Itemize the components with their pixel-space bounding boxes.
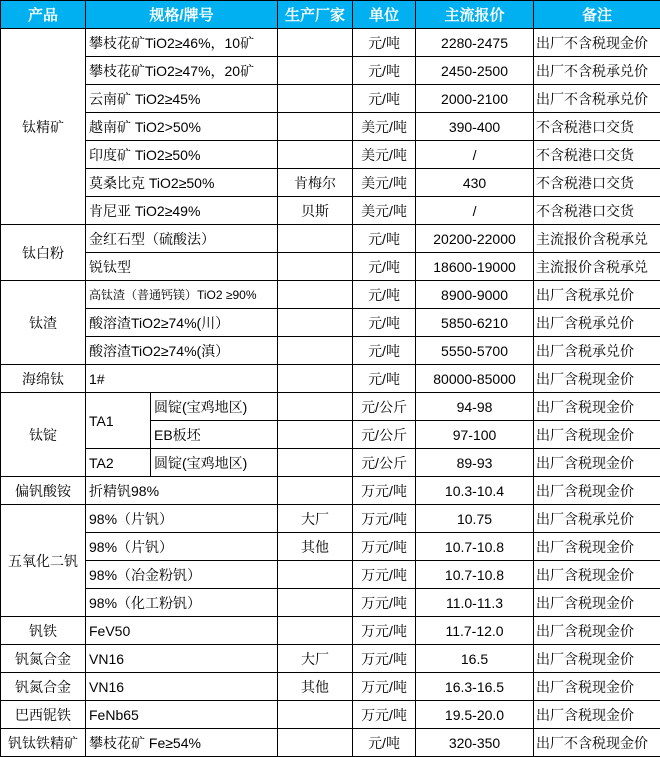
spec-cell: 98%（冶金粉钒） xyxy=(86,561,278,589)
table-row xyxy=(1,505,660,533)
maker-cell: 其他 xyxy=(278,673,353,701)
spec-grade-cell: TA2 xyxy=(86,449,151,477)
maker-cell xyxy=(278,253,353,281)
note-cell: 出厂含税现金价 xyxy=(534,701,660,729)
spec-cell: 攀枝花矿TiO2≥46%，10矿 xyxy=(86,29,278,57)
unit-cell: 元/公斤 xyxy=(353,449,416,477)
note-cell: 出厂含税承兑价 xyxy=(534,337,660,365)
unit-cell: 美元/吨 xyxy=(353,113,416,141)
table-row xyxy=(1,729,660,757)
table-row xyxy=(1,533,660,561)
price-cell: 8900-9000 xyxy=(416,281,534,309)
spec-grade-cell: TA1 xyxy=(86,393,151,449)
price-cell: 11.0-11.3 xyxy=(416,589,534,617)
price-cell: 10.75 xyxy=(416,505,534,533)
spec-cell: 印度矿 TiO2≥50% xyxy=(86,141,278,169)
unit-cell: 元/吨 xyxy=(353,29,416,57)
table-row xyxy=(1,673,660,701)
table-row xyxy=(1,281,660,309)
maker-cell xyxy=(278,365,353,393)
unit-cell: 元/吨 xyxy=(353,253,416,281)
table-row xyxy=(1,561,660,589)
col-header-spec: 规格/牌号 xyxy=(86,1,278,29)
table-row xyxy=(1,589,660,617)
unit-cell: 美元/吨 xyxy=(353,197,416,225)
unit-cell: 万元/吨 xyxy=(353,533,416,561)
col-header-note: 备注 xyxy=(534,1,660,29)
table-row xyxy=(1,365,660,393)
note-cell: 出厂不含税现金价 xyxy=(534,29,660,57)
price-cell: 10.7-10.8 xyxy=(416,533,534,561)
note-cell: 出厂含税现金价 xyxy=(534,393,660,421)
spec-cell: FeNb65 xyxy=(86,701,278,729)
price-cell: 19.5-20.0 xyxy=(416,701,534,729)
col-header-price: 主流报价 xyxy=(416,1,534,29)
table-row xyxy=(1,477,660,505)
note-cell: 不含税港口交货 xyxy=(534,169,660,197)
table-row xyxy=(1,85,660,113)
table-row xyxy=(1,449,660,477)
maker-cell xyxy=(278,225,353,253)
maker-cell xyxy=(278,141,353,169)
maker-cell: 其他 xyxy=(278,533,353,561)
spec-form-cell: 圆锭(宝鸡地区) xyxy=(151,393,278,421)
maker-cell xyxy=(278,337,353,365)
table-row xyxy=(1,617,660,645)
unit-cell: 元/吨 xyxy=(353,729,416,757)
spec-form-cell: 圆锭(宝鸡地区) xyxy=(151,449,278,477)
maker-cell xyxy=(278,393,353,421)
maker-cell xyxy=(278,57,353,85)
table-row xyxy=(1,393,660,421)
unit-cell: 万元/吨 xyxy=(353,589,416,617)
col-header-product: 产品 xyxy=(1,1,86,29)
note-cell: 出厂含税现金价 xyxy=(534,477,660,505)
unit-cell: 万元/吨 xyxy=(353,561,416,589)
note-cell: 出厂含税承兑价 xyxy=(534,281,660,309)
maker-cell xyxy=(278,617,353,645)
note-cell: 出厂含税现金价 xyxy=(534,645,660,673)
maker-cell xyxy=(278,421,353,449)
unit-cell: 万元/吨 xyxy=(353,673,416,701)
spec-cell: 折精钒98% xyxy=(86,477,278,505)
price-cell: 5850-6210 xyxy=(416,309,534,337)
maker-cell: 贝斯 xyxy=(278,197,353,225)
price-cell: / xyxy=(416,197,534,225)
product-cell: 钛锭 xyxy=(1,393,86,477)
maker-cell xyxy=(278,113,353,141)
maker-cell: 肯梅尔 xyxy=(278,169,353,197)
note-cell: 出厂含税现金价 xyxy=(534,561,660,589)
price-cell: / xyxy=(416,141,534,169)
header-row xyxy=(1,1,660,29)
unit-cell: 美元/吨 xyxy=(353,141,416,169)
product-cell: 海绵钛 xyxy=(1,365,86,393)
table-row xyxy=(1,253,660,281)
spec-cell: FeV50 xyxy=(86,617,278,645)
table-row xyxy=(1,141,660,169)
unit-cell: 元/公斤 xyxy=(353,393,416,421)
maker-cell xyxy=(278,701,353,729)
table-row xyxy=(1,309,660,337)
note-cell: 出厂含税承兑价 xyxy=(534,309,660,337)
unit-cell: 万元/吨 xyxy=(353,617,416,645)
price-cell: 2000-2100 xyxy=(416,85,534,113)
note-cell: 出厂含税现金价 xyxy=(534,589,660,617)
price-cell: 80000-85000 xyxy=(416,365,534,393)
col-header-maker: 生产厂家 xyxy=(278,1,353,29)
note-cell: 不含税港口交货 xyxy=(534,113,660,141)
price-cell: 10.3-10.4 xyxy=(416,477,534,505)
maker-cell xyxy=(278,449,353,477)
note-cell: 不含税港口交货 xyxy=(534,141,660,169)
spec-cell: 云南矿 TiO2≥45% xyxy=(86,85,278,113)
table-row xyxy=(1,169,660,197)
price-cell: 11.7-12.0 xyxy=(416,617,534,645)
spec-cell: 酸溶渣TiO2≥74%(川） xyxy=(86,309,278,337)
spec-cell: 98%（化工粉钒） xyxy=(86,589,278,617)
price-cell: 10.7-10.8 xyxy=(416,561,534,589)
unit-cell: 元/吨 xyxy=(353,57,416,85)
price-cell: 2280-2475 xyxy=(416,29,534,57)
product-cell: 钛精矿 xyxy=(1,29,86,225)
note-cell: 出厂不含税承兑价 xyxy=(534,85,660,113)
spec-cell: 莫桑比克 TiO2≥50% xyxy=(86,169,278,197)
note-cell: 出厂不含税现金价 xyxy=(534,729,660,757)
spec-form-cell: EB板坯 xyxy=(151,421,278,449)
spec-cell: VN16 xyxy=(86,673,278,701)
unit-cell: 万元/吨 xyxy=(353,645,416,673)
price-cell: 2450-2500 xyxy=(416,57,534,85)
spec-cell: 98%（片钒） xyxy=(86,533,278,561)
product-cell: 偏钒酸铵 xyxy=(1,477,86,505)
note-cell: 不含税港口交货 xyxy=(534,197,660,225)
unit-cell: 元/吨 xyxy=(353,337,416,365)
price-cell: 97-100 xyxy=(416,421,534,449)
table-row xyxy=(1,701,660,729)
spec-cell: 金红石型（硫酸法） xyxy=(86,225,278,253)
note-cell: 出厂含税现金价 xyxy=(534,617,660,645)
product-cell: 钒钛铁精矿 xyxy=(1,729,86,757)
maker-cell: 大厂 xyxy=(278,645,353,673)
maker-cell xyxy=(278,281,353,309)
product-cell: 钛渣 xyxy=(1,281,86,365)
unit-cell: 元/吨 xyxy=(353,281,416,309)
note-cell: 出厂含税现金价 xyxy=(534,449,660,477)
unit-cell: 元/公斤 xyxy=(353,421,416,449)
table-row xyxy=(1,113,660,141)
spec-cell: 攀枝花矿TiO2≥47%，20矿 xyxy=(86,57,278,85)
note-cell: 出厂含税现金价 xyxy=(534,421,660,449)
product-cell: 钒氮合金 xyxy=(1,673,86,701)
table-row xyxy=(1,57,660,85)
maker-cell xyxy=(278,29,353,57)
unit-cell: 元/吨 xyxy=(353,85,416,113)
price-cell: 18600-19000 xyxy=(416,253,534,281)
product-cell: 巴西铌铁 xyxy=(1,701,86,729)
table-row xyxy=(1,225,660,253)
maker-cell xyxy=(278,561,353,589)
note-cell: 主流报价含税承兑 xyxy=(534,253,660,281)
price-cell: 20200-22000 xyxy=(416,225,534,253)
price-cell: 94-98 xyxy=(416,393,534,421)
spec-cell: 肯尼亚 TiO2≥49% xyxy=(86,197,278,225)
price-cell: 390-400 xyxy=(416,113,534,141)
spec-cell: VN16 xyxy=(86,645,278,673)
spec-cell: 1# xyxy=(86,365,278,393)
product-cell: 钒氮合金 xyxy=(1,645,86,673)
spec-cell: 锐钛型 xyxy=(86,253,278,281)
maker-cell: 大厂 xyxy=(278,505,353,533)
price-cell: 16.3-16.5 xyxy=(416,673,534,701)
note-cell: 出厂不含税承兑价 xyxy=(534,57,660,85)
unit-cell: 元/吨 xyxy=(353,309,416,337)
unit-cell: 美元/吨 xyxy=(353,169,416,197)
maker-cell xyxy=(278,309,353,337)
price-cell: 89-93 xyxy=(416,449,534,477)
product-cell: 钒铁 xyxy=(1,617,86,645)
note-cell: 出厂含税现金价 xyxy=(534,533,660,561)
price-cell: 16.5 xyxy=(416,645,534,673)
unit-cell: 元/吨 xyxy=(353,225,416,253)
maker-cell xyxy=(278,589,353,617)
table-row xyxy=(1,197,660,225)
table-row xyxy=(1,29,660,57)
spec-cell: 酸溶渣TiO2≥74%(滇） xyxy=(86,337,278,365)
unit-cell: 万元/吨 xyxy=(353,477,416,505)
unit-cell: 万元/吨 xyxy=(353,505,416,533)
product-cell: 钛白粉 xyxy=(1,225,86,281)
price-cell: 320-350 xyxy=(416,729,534,757)
note-cell: 出厂含税现金价 xyxy=(534,365,660,393)
note-cell: 出厂含税承兑价 xyxy=(534,505,660,533)
note-cell: 主流报价含税承兑 xyxy=(534,225,660,253)
price-cell: 5550-5700 xyxy=(416,337,534,365)
spec-cell: 攀枝花矿 Fe≥54% xyxy=(86,729,278,757)
unit-cell: 元/吨 xyxy=(353,365,416,393)
spec-cell: 98%（片钒） xyxy=(86,505,278,533)
note-cell: 出厂含税现金价 xyxy=(534,673,660,701)
spec-cell: 高钛渣（普通钙镁）TiO2 ≥90% xyxy=(86,281,278,309)
unit-cell: 万元/吨 xyxy=(353,701,416,729)
maker-cell xyxy=(278,85,353,113)
spec-cell: 越南矿 TiO2>50% xyxy=(86,113,278,141)
price-cell: 430 xyxy=(416,169,534,197)
maker-cell xyxy=(278,477,353,505)
table-row xyxy=(1,645,660,673)
table-row xyxy=(1,337,660,365)
product-cell: 五氧化二钒 xyxy=(1,505,86,617)
maker-cell xyxy=(278,729,353,757)
col-header-unit: 单位 xyxy=(353,1,416,29)
